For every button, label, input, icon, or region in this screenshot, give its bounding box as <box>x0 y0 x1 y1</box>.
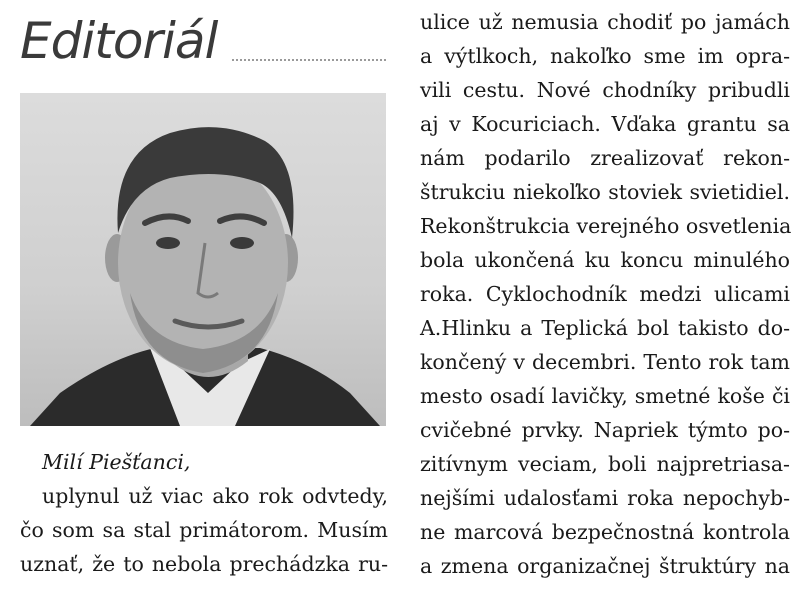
text-line: uznať, že to nebola prechádzka ru- <box>20 552 388 576</box>
text-line: a zmena organizačnej štruktúry na <box>420 554 790 578</box>
text-line: končený v decembri. Tento rok tam <box>420 350 790 374</box>
editorial-heading: Editoriál <box>20 12 218 70</box>
right-column <box>420 5 790 583</box>
text-line: aj v Kocuriciach. Vďaka grantu sa <box>420 112 790 136</box>
mayor-portrait-photo <box>20 93 386 426</box>
text-line: zitívnym veciam, boli najpretriasa- <box>420 452 790 476</box>
text-line: uplynul už viac ako rok odvtedy, <box>42 484 388 508</box>
text-line: čo som sa stal primátorom. Musím <box>20 518 388 542</box>
text-line: cvičebné prvky. Napriek týmto po- <box>420 418 790 442</box>
text-line: nám podarilo zrealizovať rekon- <box>420 146 790 170</box>
text-line: štrukciu niekoľko stoviek svietidiel. <box>420 180 790 204</box>
text-line: roka. Cyklochodník medzi ulicami <box>420 282 790 306</box>
left-paragraph <box>20 445 388 581</box>
portrait-illustration <box>20 93 386 426</box>
text-line: nejšími udalosťami roka nepochyb- <box>420 486 790 510</box>
text-line: ne marcová bezpečnostná kontrola <box>420 520 790 544</box>
text-line: mesto osadí lavičky, smetné koše či <box>420 384 790 408</box>
text-line: a výtlkoch, nakoľko sme im opra- <box>420 44 790 68</box>
text-line: ulice už nemusia chodiť po jamách <box>420 10 790 34</box>
heading-dotted-rule <box>232 59 386 61</box>
text-line: A.Hlinku a Teplická bol takisto do- <box>420 316 790 340</box>
text-line: vili cestu. Nové chodníky pribudli <box>420 78 790 102</box>
heading-row <box>20 10 388 72</box>
text-line: bola ukončená ku koncu minulého <box>420 248 790 272</box>
left-column <box>20 10 388 576</box>
text-line: Rekonštrukcia verejného osvetlenia <box>420 214 792 238</box>
salutation: Milí Piešťanci, <box>42 450 191 474</box>
